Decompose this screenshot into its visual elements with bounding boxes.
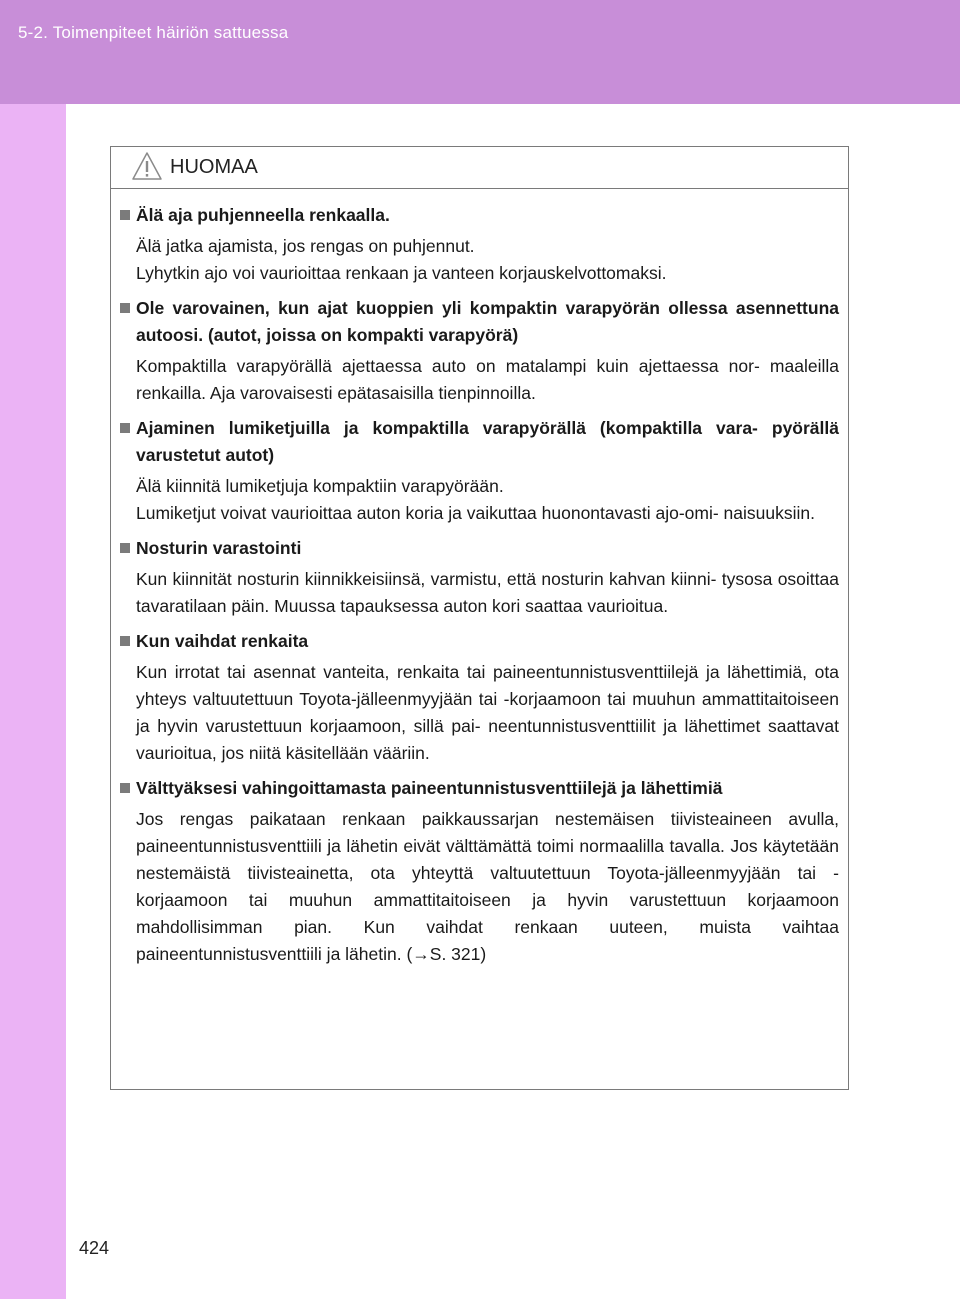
square-bullet-icon [120,636,130,646]
notice-item [120,202,839,287]
notice-item [120,775,839,968]
page-number: 424 [79,1238,110,1258]
notice-paragraph: Älä kiinnitä lumiketjuja kompaktiin varapyörään. [136,476,504,496]
notice-paragraph: Jos rengas paikataan renkaan paikkaussarjan nestemäisen tiivisteaineen avulla, paineentunnistusventtiili ja lähetin eivät välttämättä toimi normaalilla tavalla. Jos käytetään nestemäistä tiivisteainetta, ota yhteyttä valtuutettuun Toyota-jälleenmyyjään tai -korjaamoon tai muuhun ammattitaitoiseen ja hyvin varustettuun korjaamoon mahdollisimman pian. Kun vaihdat renkaan uuteen, muista vaihtaa paineentunnistusventtiili ja lähetin. (→S. 321) [136,809,839,964]
notice-item-heading-text: Välttyäksesi vahingoittamasta paineentunnistusventtiilejä ja lähettimiä [136,778,723,798]
square-bullet-icon [120,423,130,433]
notice-box [110,146,849,1090]
square-bullet-icon [120,210,130,220]
notice-item [120,628,839,767]
warning-icon [131,150,163,182]
header-band [0,0,960,104]
notice-paragraph: Kun kiinnität nosturin kiinnikkeisiinsä, varmistu, että nosturin kahvan kiinni- tysosa osoittaa tavaratilaan päin. Muussa tapauksessa auton kori saattaa vaurioitua. [136,569,839,616]
notice-item-text [136,566,839,620]
notice-item [120,535,839,620]
notice-paragraph: Kompaktilla varapyörällä ajettaessa auto on matalampi kuin ajettaessa nor- maaleilla renkailla. Aja varovaisesti epätasaisilla tienpinnoilla. [136,356,839,403]
side-tab-strip [0,104,66,1299]
notice-item-text [136,659,839,767]
square-bullet-icon [120,543,130,553]
notice-item-text [136,473,839,527]
notice-item [120,295,839,407]
notice-item-heading [120,535,839,562]
section-title: 5-2. Toimenpiteet häiriön sattuessa [18,23,289,42]
notice-item-heading-text: Ole varovainen, kun ajat kuoppien yli kompaktin varapyörän ollessa asennettuna autoosi. (autot, joissa on kompakti varapyörä) [136,298,839,345]
notice-item-heading-text: Nosturin varastointi [136,538,302,558]
notice-item-heading-text: Ajaminen lumiketjuilla ja kompaktilla varapyörällä (kompaktilla vara- pyörällä varustetut autot) [136,418,839,465]
notice-title: HUOMAA [170,156,258,178]
notice-header [111,147,848,189]
notice-item-heading [120,202,839,229]
notice-paragraph: Älä jatka ajamista, jos rengas on puhjennut. [136,236,475,256]
notice-body [111,189,848,968]
notice-item-heading-text: Älä aja puhjenneella renkaalla. [136,205,390,225]
notice-item-heading [120,295,839,349]
notice-paragraph: Lumiketjut voivat vaurioittaa auton koria ja vaikuttaa huonontavasti ajo-omi- naisuuksiin. [136,503,815,523]
notice-item-heading [120,628,839,655]
notice-item [120,415,839,527]
notice-item-heading-text: Kun vaihdat renkaita [136,631,309,651]
square-bullet-icon [120,783,130,793]
notice-item-heading [120,775,839,802]
notice-item-text [136,353,839,407]
notice-item-text [136,233,839,287]
notice-paragraph: Lyhytkin ajo voi vaurioittaa renkaan ja vanteen korjauskelvottomaksi. [136,263,667,283]
notice-item-text [136,806,839,968]
notice-item-heading [120,415,839,469]
square-bullet-icon [120,303,130,313]
notice-paragraph: Kun irrotat tai asennat vanteita, renkaita tai paineentunnistusventtiilejä ja lähettimiä, ota yhteys valtuutettuun Toyota-jälleenmyyjään tai -korjaamoon tai muuhun ammattitaitoiseen ja hyvin varustettuun korjaamoon, sillä pai- neentunnistusventtiilit ja lähettimet saattavat vaurioitua, jos niitä käsitellään vääriin. [136,662,839,763]
